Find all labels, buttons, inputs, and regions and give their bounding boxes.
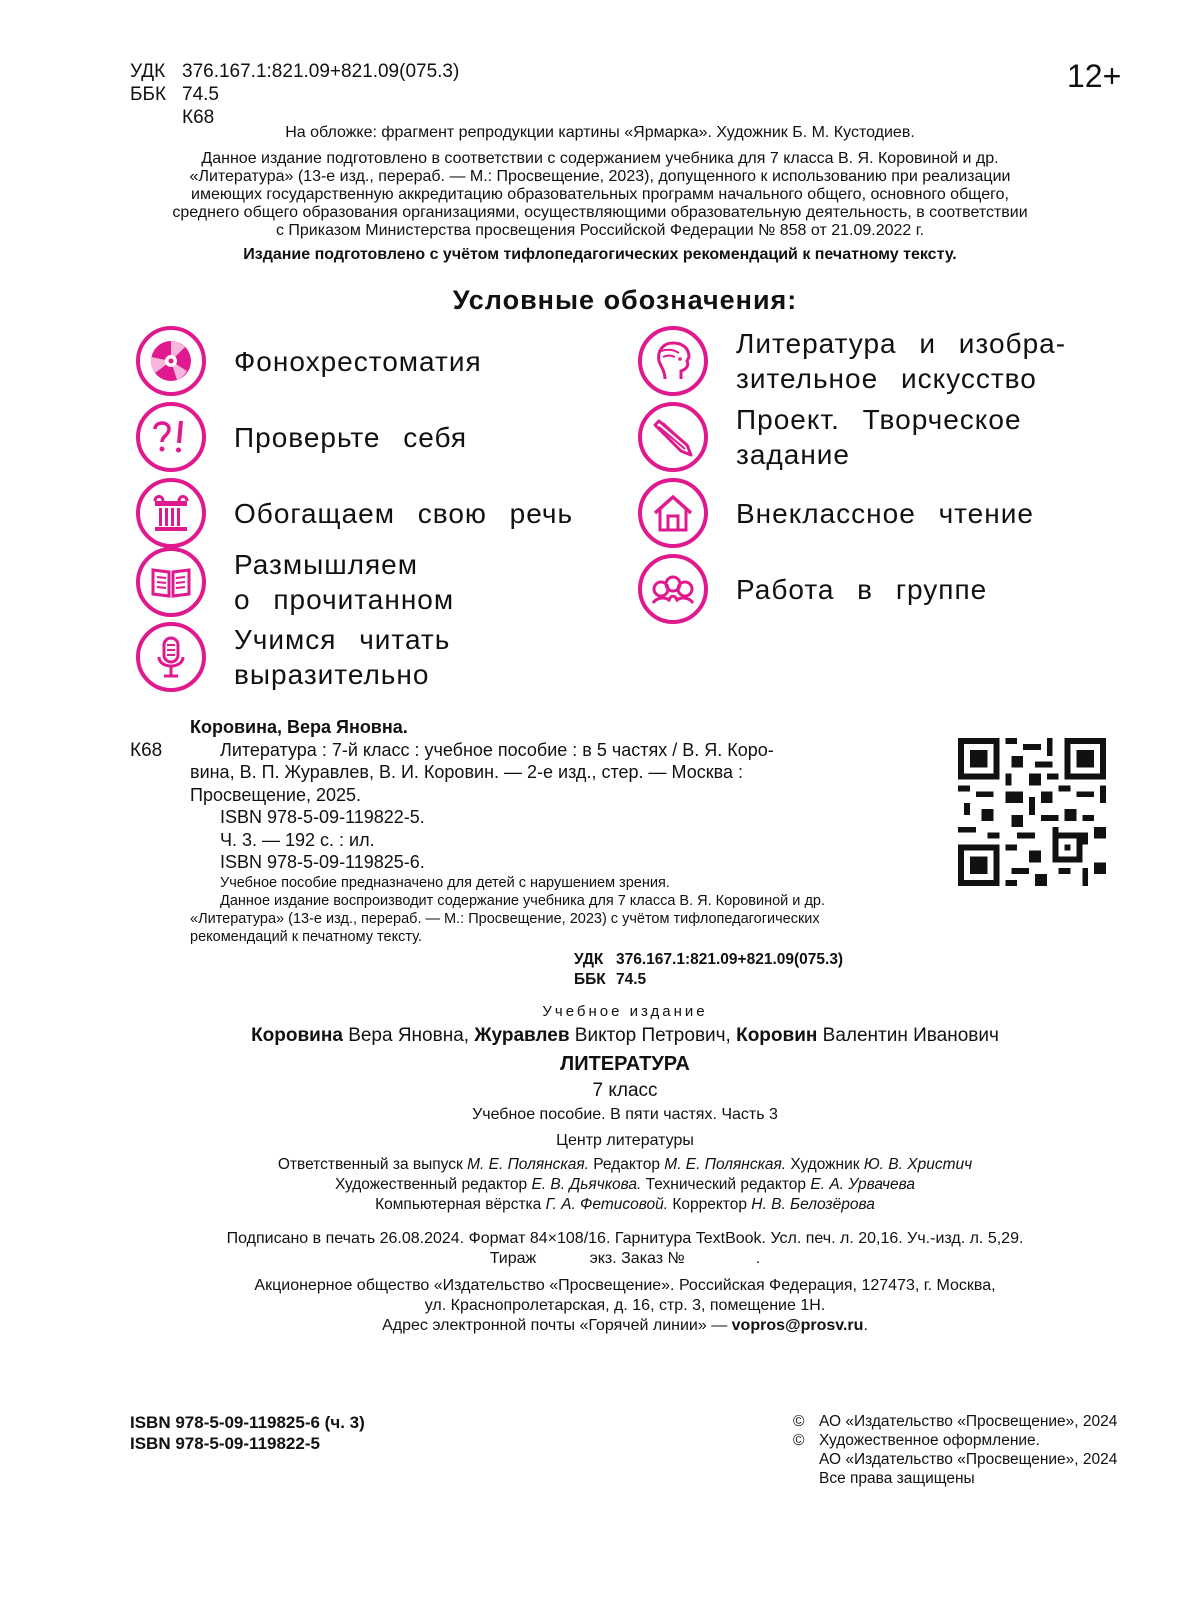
staff-role: Редактор: [593, 1156, 660, 1173]
print-info: [100, 1229, 1150, 1269]
author-names: Виктор Петрович,: [574, 1025, 731, 1046]
publisher-info: [100, 1276, 1150, 1336]
bbk-label: ББК: [130, 84, 167, 105]
publisher-line: ул. Краснопролетарская, д. 16, стр. 3, помещение 1Н.: [424, 1297, 826, 1314]
staff-role: Художник: [790, 1156, 860, 1173]
legend-label: Проект. Творческое: [736, 404, 1022, 435]
tiflo-note: Издание подготовлено с учётом тифлопедагогических рекомендаций к печатному тексту.: [243, 246, 957, 263]
open-book-icon: [136, 547, 206, 617]
cover-note: На обложке: фрагмент репродукции картины «Ярмарка». Художник Б. М. Кустодиев.: [285, 124, 915, 141]
legend-label: Фонохрестоматия: [234, 345, 482, 377]
legend-item-reflect: [136, 547, 454, 617]
legend-item-check: [136, 402, 467, 472]
book-subtitle: Учебное пособие. В пяти частях. Часть 3: [472, 1106, 778, 1123]
copyright-icon: ©: [793, 1413, 805, 1430]
age-rating: 12+: [1067, 58, 1122, 94]
editorial-center: Центр литературы: [556, 1132, 694, 1149]
print-line: Подписано в печать 26.08.2024. Формат 84×108/16. Гарнитура TextBook. Усл. печ. л. 20,16. Уч.-изд. л. 5,29.: [226, 1230, 1024, 1247]
isbn-part: ISBN 978-5-09-119825-6 (ч. 3): [130, 1413, 365, 1432]
catalog-margin-mark: К68: [130, 740, 163, 761]
staff-name: Г. А. Фетисовой.: [545, 1196, 669, 1213]
staff-name: Е. А. Урвачева: [810, 1176, 915, 1193]
group-icon: [638, 554, 708, 624]
catalog-bbk-value: 74.5: [616, 971, 647, 988]
microphone-icon: [136, 622, 206, 692]
print-copies-label: экз. Заказ №: [589, 1250, 685, 1267]
isbn-set: ISBN 978-5-09-119822-5: [130, 1434, 320, 1453]
catalog-isbn-set: ISBN 978-5-09-119822-5.: [220, 807, 425, 827]
legend-label: Проверьте себя: [234, 421, 468, 453]
qr-code[interactable]: [958, 738, 1106, 886]
isbn-block: [130, 1412, 365, 1454]
staff-role: Корректор: [672, 1196, 747, 1213]
catalog-bbk-label: ББК: [574, 971, 606, 988]
question-exclamation-icon: [136, 402, 206, 472]
catalog-udk-bbk: [574, 950, 843, 990]
legend-item-phono: [136, 326, 482, 396]
udk-value: 376.167.1:821.09+821.09(075.3): [182, 61, 460, 82]
copyright-line: АО «Издательство «Просвещение», 2024: [819, 1413, 1118, 1430]
legend-item-extra-reading: [638, 478, 1034, 548]
legend-item-group: [638, 554, 987, 624]
staff-name: Ю. В. Христич: [863, 1156, 973, 1173]
catalog-note: рекомендаций к печатному тексту.: [190, 928, 422, 945]
legend-item-read: [136, 622, 450, 692]
legend-item-art: [638, 326, 1066, 396]
staff-role: Технический редактор: [645, 1176, 807, 1193]
author-surname: Коровина: [251, 1025, 343, 1046]
legend-label: Литература и изобра-: [736, 328, 1067, 359]
legend-label: Учимся читать: [234, 624, 451, 655]
catalog-title-line: Просвещение, 2025.: [190, 784, 361, 805]
author-names: Вера Яновна,: [348, 1025, 470, 1046]
staff-name: М. Е. Полянская.: [664, 1156, 787, 1173]
copyright-line: Художественное оформление.: [819, 1432, 1040, 1449]
catalog-author: Коровина, Вера Яновна.: [190, 717, 408, 737]
staff-role: Компьютерная вёрстка: [375, 1196, 542, 1213]
edition-line: имеющих государственную аккредитацию образовательных программ начального общего, основного общего,: [191, 186, 1009, 203]
edition-line: среднего общего образования организациями, осуществляющими образовательную деятельность, в соответствии: [172, 204, 1028, 221]
email-prefix: Адрес электронной почты «Горячей линии» —: [382, 1317, 728, 1334]
copyright-block: [793, 1412, 1117, 1488]
author-mark: К68: [182, 107, 215, 128]
book-title: ЛИТЕРАТУРА: [560, 1053, 690, 1075]
legend-label: Обогащаем свою речь: [234, 497, 574, 529]
copyright-line: АО «Издательство «Просвещение», 2024: [819, 1451, 1118, 1468]
email-suffix: .: [863, 1317, 868, 1334]
staff-name: М. Е. Полянская.: [467, 1156, 589, 1173]
disc-icon: [136, 326, 206, 396]
imprint-label: Учебное издание: [542, 1003, 708, 1020]
catalog-note: Учебное пособие предназначено для детей с нарушением зрения.: [220, 874, 670, 891]
book-grade: 7 класс: [592, 1080, 658, 1101]
edition-line: «Литература» (13-е изд., перераб. — М.: Просвещение, 2023), допущенного к использованию при реализации: [189, 168, 1011, 185]
staff-name: Н. В. Белозёрова: [751, 1196, 875, 1213]
imprint-authors: [100, 1025, 1150, 1047]
legend-item-speech: [136, 478, 573, 548]
udk-label: УДК: [130, 61, 166, 82]
edition-info: [100, 150, 1100, 240]
legend-label: Работа в группе: [736, 573, 988, 605]
rights-reserved: Все права защищены: [819, 1470, 975, 1487]
print-end: .: [755, 1250, 761, 1267]
legend-label: зительное искусство: [736, 363, 1037, 394]
author-surname: Журавлев: [474, 1025, 570, 1046]
catalog-udk-label: УДК: [574, 951, 604, 968]
legend-title: Условные обозначения:: [452, 285, 798, 315]
staff-name: Е. В. Дьячкова.: [531, 1176, 642, 1193]
legend-item-project: [638, 402, 1022, 472]
hotline-email-link[interactable]: vopros@prosv.ru: [731, 1317, 864, 1334]
catalog-title-line: вина, В. П. Журавлев, В. И. Коровин. — 2-е изд., стер. — Москва :: [190, 762, 743, 782]
catalog-isbn-part: ISBN 978-5-09-119825-6.: [220, 852, 425, 872]
legend-label: задание: [736, 439, 850, 470]
legend-label: Внеклассное чтение: [736, 497, 1034, 529]
column-icon: [136, 478, 206, 548]
print-run-label: Тираж: [489, 1250, 537, 1267]
author-names: Валентин Иванович: [822, 1025, 999, 1046]
pencil-icon: [638, 402, 708, 472]
edition-line: с Приказом Министерства просвещения Российской Федерации № 858 от 21.09.2022 г.: [275, 222, 925, 239]
staff-role: Ответственный за выпуск: [277, 1156, 463, 1173]
catalog-note: «Литература» (13-е изд., перераб. — М.: Просвещение, 2023) с учётом тифлопедагогических: [190, 910, 820, 927]
legend-label: выразительно: [234, 659, 430, 690]
catalog-note: Данное издание воспроизводит содержание учебника для 7 класса В. Я. Коровиной и др.: [220, 892, 825, 909]
profile-head-icon: [638, 326, 708, 396]
house-icon: [638, 478, 708, 548]
catalog-part: Ч. 3. — 192 с. : ил.: [220, 829, 375, 850]
legend-label: Размышляем: [234, 549, 419, 580]
udk-bbk-block: [130, 60, 459, 129]
copyright-icon: ©: [793, 1432, 805, 1449]
catalog-title-line: Литература : 7-й класс : учебное пособие : в 5 частях / В. Я. Коро-: [220, 739, 774, 760]
bbk-value: 74.5: [182, 84, 219, 105]
catalog-card: [190, 716, 870, 946]
staff-role: Художественный редактор: [335, 1176, 528, 1193]
edition-line: Данное издание подготовлено в соответствии с содержанием учебника для 7 класса В. Я. Коровиной и др.: [201, 150, 999, 167]
publisher-line: Акционерное общество «Издательство «Просвещение». Российская Федерация, 127473, г. Москва,: [254, 1277, 996, 1294]
legend-label: о прочитанном: [234, 584, 455, 615]
catalog-udk-value: 376.167.1:821.09+821.09(075.3): [616, 951, 844, 968]
author-surname: Коровин: [736, 1025, 818, 1046]
staff-credits: [100, 1155, 1150, 1215]
